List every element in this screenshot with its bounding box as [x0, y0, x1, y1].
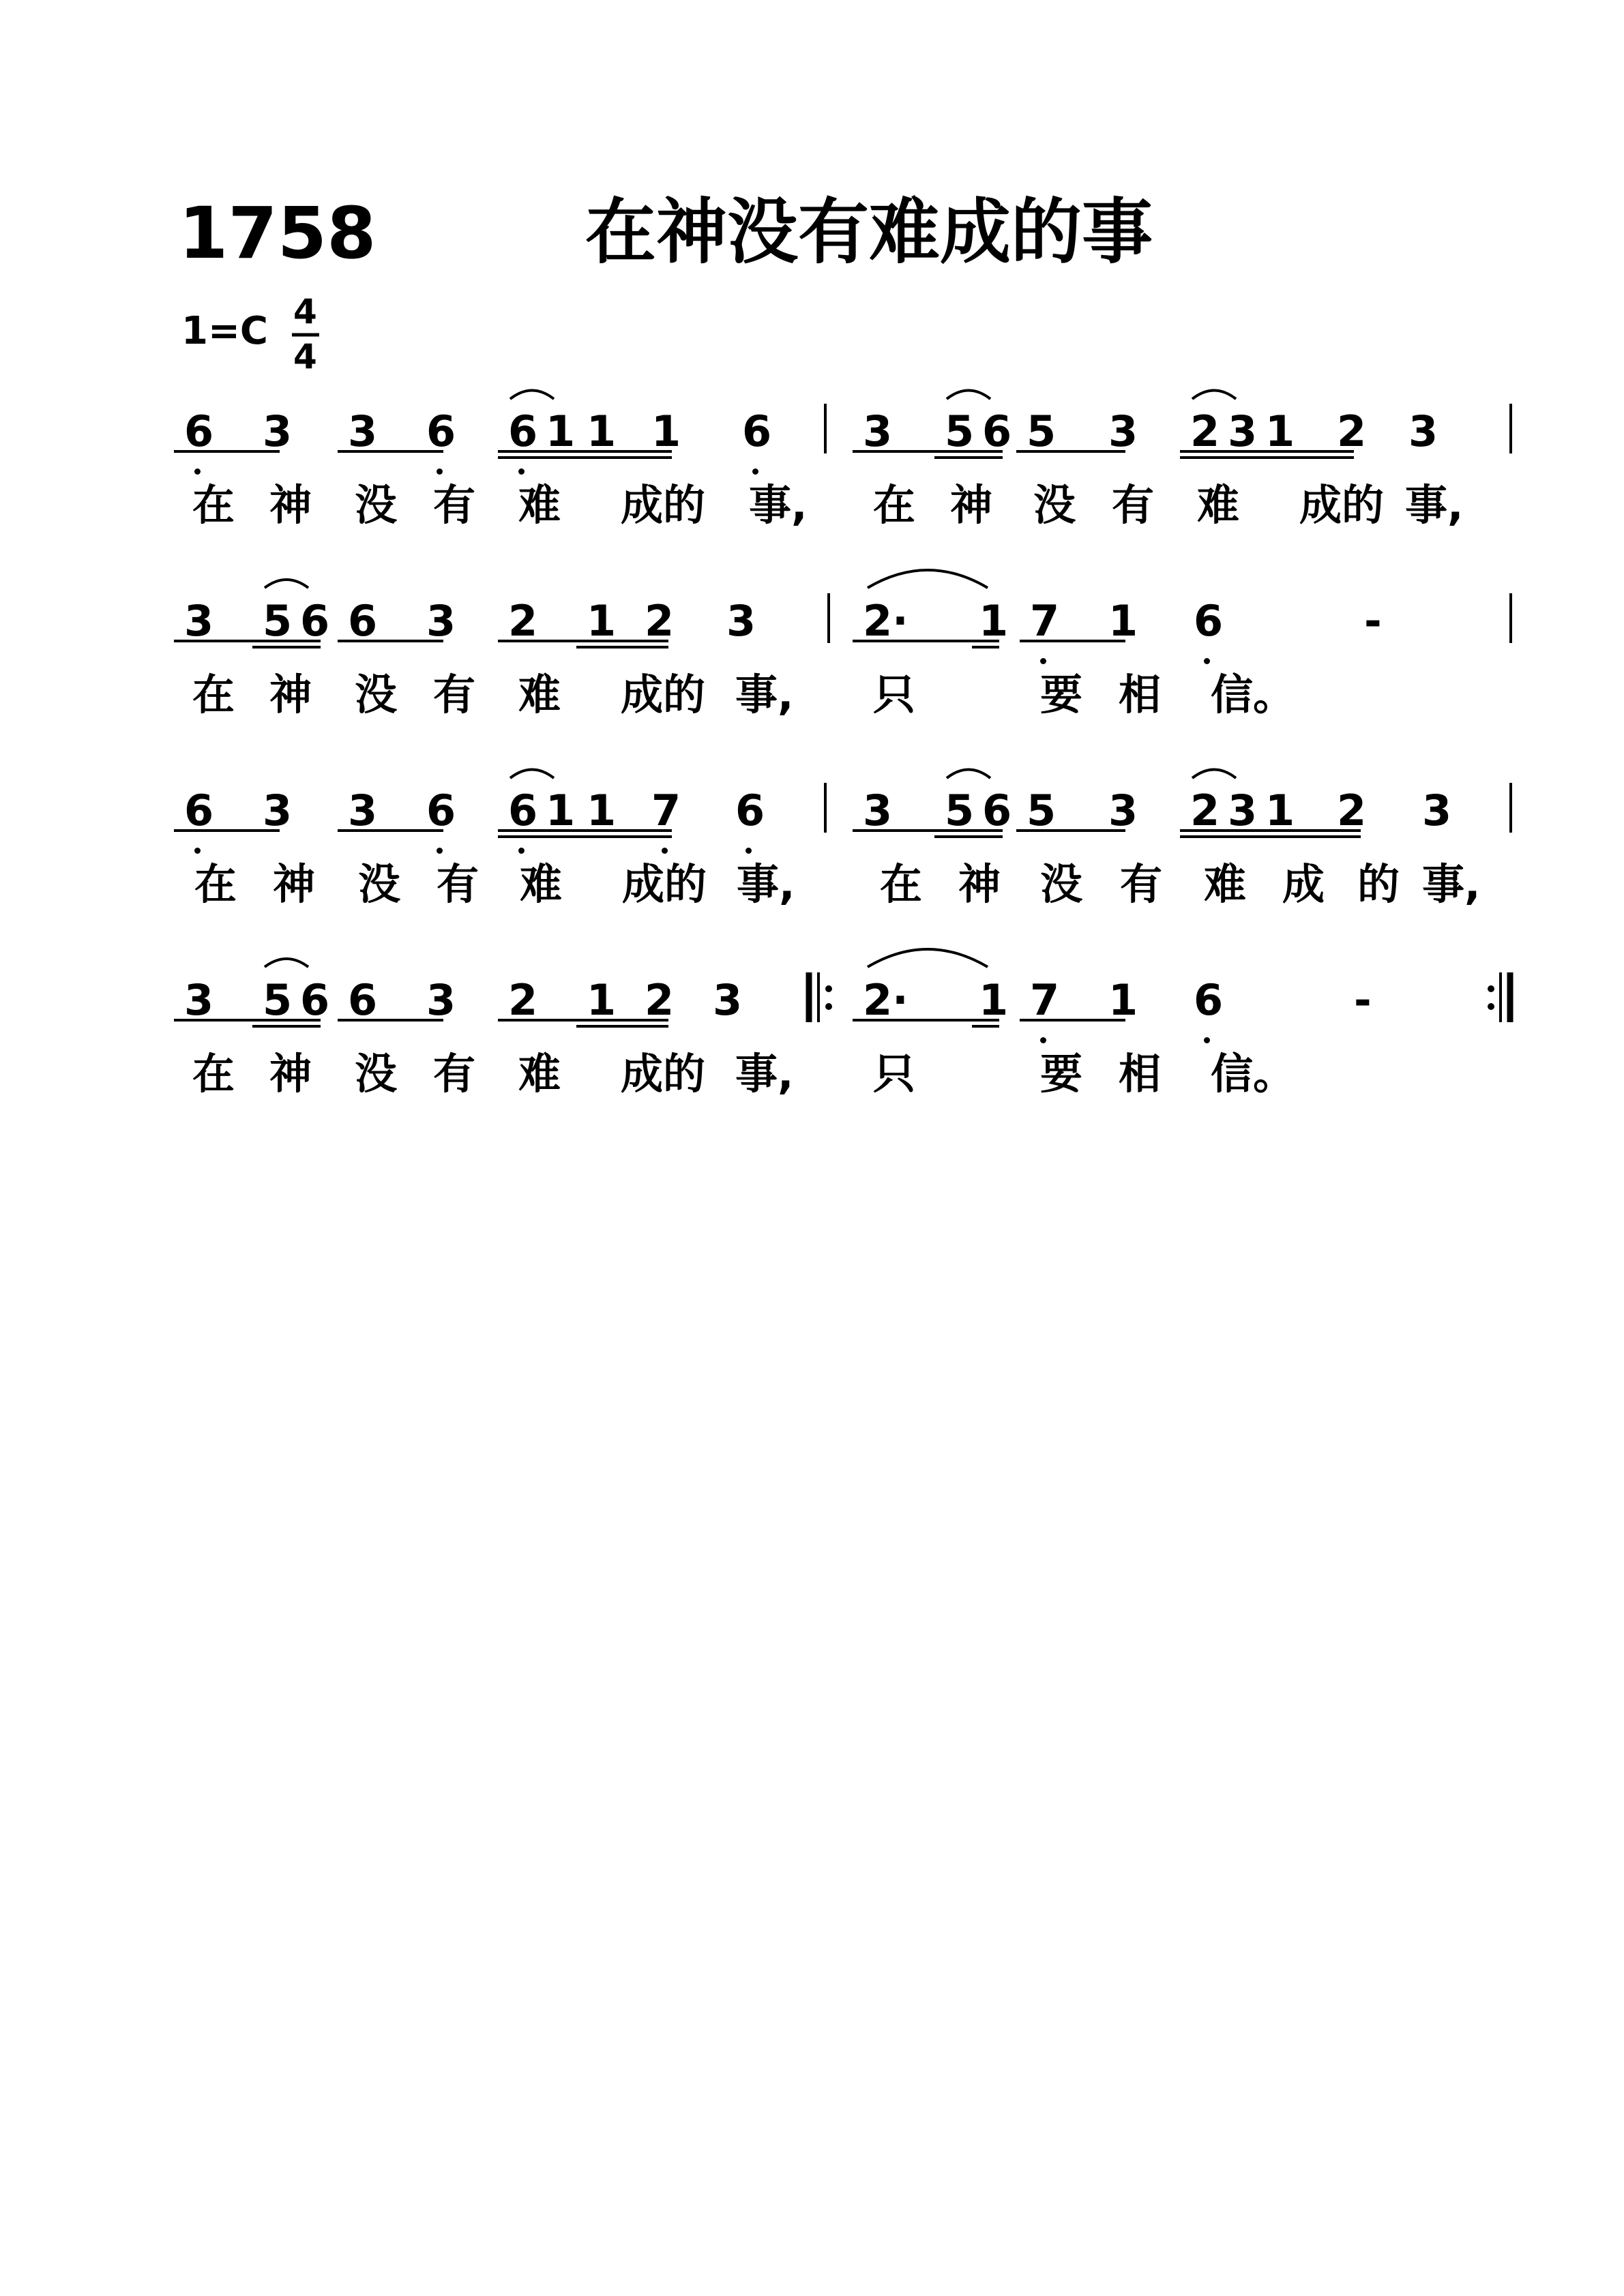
note: 3 — [1408, 406, 1438, 456]
note: 6 — [508, 406, 538, 456]
lyric-syllable: 有 — [1112, 480, 1155, 530]
repeat-dot — [825, 985, 832, 992]
note: 3 — [863, 786, 893, 835]
lyric-syllable: 没 — [358, 859, 401, 909]
lyric-syllable: 难 — [1197, 480, 1240, 530]
meter-denominator: 4 — [293, 337, 317, 376]
lyric-syllable: 有 — [1120, 859, 1163, 909]
note: 3 — [1228, 406, 1258, 456]
note: 6 — [184, 786, 214, 835]
note: 2 — [508, 596, 538, 646]
note: 3 — [263, 406, 293, 456]
lyric-syllable: 要 — [1040, 670, 1083, 719]
note: 1 — [587, 975, 617, 1025]
note: 5 — [1027, 406, 1057, 456]
note: 6 — [982, 406, 1012, 456]
lyric-syllable: 成的 — [621, 1049, 706, 1099]
note: 3 — [348, 786, 378, 835]
note: 5 — [945, 406, 975, 456]
note: 1 — [1108, 596, 1138, 646]
slur — [1192, 391, 1236, 400]
lyric-syllable: 神 — [958, 859, 1001, 909]
note: 1 — [1265, 786, 1295, 835]
note: 1 — [546, 786, 576, 835]
lyric-syllable: 有 — [433, 670, 476, 719]
note: 2 — [1190, 406, 1220, 456]
note: 5 — [1027, 786, 1057, 835]
meter-numerator: 4 — [293, 292, 317, 331]
lyric-syllable: 成的 — [622, 859, 707, 909]
note: 6 — [508, 786, 538, 835]
note: 6 — [742, 406, 772, 456]
lyric-syllable: 在 — [880, 859, 923, 909]
lyric-syllable: 神 — [269, 1049, 312, 1099]
tie — [868, 949, 988, 967]
note: 1 — [587, 786, 617, 835]
note: 6 — [1194, 975, 1224, 1025]
note: 3 — [713, 975, 743, 1025]
note: 7 — [1030, 975, 1060, 1025]
slur — [265, 959, 308, 967]
note: 1 — [651, 406, 681, 456]
lyric-syllable: 成的 — [1299, 480, 1385, 530]
lyric-syllable: 的 — [1357, 859, 1400, 909]
lyric-syllable: 难 — [1204, 859, 1247, 909]
repeat-dot — [1488, 985, 1494, 992]
note: 5 — [263, 596, 293, 646]
lyric-syllable: 事, — [735, 670, 794, 719]
lyric-syllable: 在 — [194, 859, 237, 909]
note: 1 — [979, 596, 1009, 646]
system-4-marks — [174, 949, 1510, 1026]
lyric-syllable: 事, — [735, 1049, 794, 1099]
note: 3 — [1108, 406, 1138, 456]
lyric-syllable: 事, — [737, 859, 795, 909]
slur — [510, 391, 554, 400]
note: 6 — [348, 596, 378, 646]
lyric-syllable: 有 — [433, 1049, 476, 1099]
song-number: 1758 — [179, 192, 377, 275]
slur — [510, 770, 554, 779]
lyric-syllable: 没 — [1033, 480, 1076, 530]
lyric-syllable: 事, — [1405, 480, 1464, 530]
repeat-dot — [1488, 1003, 1494, 1010]
slur — [947, 770, 990, 779]
note: 3 — [726, 596, 756, 646]
lyric-syllable: 信。 — [1211, 670, 1296, 719]
note: 3 — [1228, 786, 1258, 835]
lyric-syllable: 成 — [1282, 859, 1325, 909]
note: 3 — [263, 786, 293, 835]
repeat-dot — [825, 1003, 832, 1010]
note: 3 — [1108, 786, 1138, 835]
note: 5 — [945, 786, 975, 835]
lyric-syllable: 在 — [192, 670, 235, 719]
note: 3 — [348, 406, 378, 456]
slur — [1192, 770, 1236, 779]
note: 2 — [645, 596, 675, 646]
note: 3 — [426, 975, 456, 1025]
lyric-syllable: 没 — [355, 480, 398, 530]
lyric-syllable: 要 — [1040, 1049, 1083, 1099]
lyric-syllable: 没 — [355, 1049, 398, 1099]
note: 6 — [300, 596, 330, 646]
lyric-syllable: 有 — [433, 480, 476, 530]
note: 3 — [184, 596, 214, 646]
lyric-syllable: 难 — [520, 859, 563, 909]
song-title: 在神没有难成的事 — [585, 190, 1153, 273]
note: 1 — [1265, 406, 1295, 456]
lyric-syllable: 在 — [873, 480, 916, 530]
lyric-syllable: 难 — [518, 1049, 561, 1099]
note: 2 — [645, 975, 675, 1025]
note: 3 — [1422, 786, 1452, 835]
key-signature: 1=C — [181, 309, 268, 353]
note: 6 — [348, 975, 378, 1025]
lyric-syllable: 有 — [437, 859, 479, 909]
note: 2 — [1337, 406, 1367, 456]
note: 6 — [735, 786, 765, 835]
lyric-syllable: 相 — [1119, 670, 1162, 719]
tie — [868, 570, 988, 588]
slur — [947, 391, 990, 400]
lyric-syllable: 成的 — [621, 480, 706, 530]
note: 1 — [546, 406, 576, 456]
note: 3 — [863, 406, 893, 456]
lyric-syllable: 事, — [1422, 859, 1481, 909]
note: 7 — [1030, 596, 1060, 646]
lyric-syllable: 难 — [518, 480, 561, 530]
note: 3 — [426, 596, 456, 646]
note: 7 — [651, 786, 681, 835]
lyric-syllable: 没 — [1040, 859, 1083, 909]
note: 6 — [426, 786, 456, 835]
note: 1 — [1108, 975, 1138, 1025]
lyric-syllable: 难 — [518, 670, 561, 719]
note: - — [1364, 596, 1382, 646]
note: 2· — [863, 596, 909, 646]
lyric-syllable: 没 — [355, 670, 398, 719]
slur — [265, 580, 308, 588]
lyric-syllable: 神 — [269, 480, 312, 530]
lyric-syllable: 神 — [273, 859, 316, 909]
note: 6 — [426, 406, 456, 456]
lyric-syllable: 只 — [873, 670, 916, 719]
lyric-syllable: 在 — [192, 1049, 235, 1099]
note: 1 — [587, 596, 617, 646]
system-2-marks — [174, 570, 1511, 647]
note: 6 — [1194, 596, 1224, 646]
lyric-syllable: 在 — [192, 480, 235, 530]
note: 1 — [979, 975, 1009, 1025]
lyric-syllable: 成的 — [621, 670, 706, 719]
system-1-marks — [174, 391, 1511, 458]
system-3-marks — [174, 770, 1511, 837]
note: - — [1354, 975, 1372, 1025]
note: 6 — [300, 975, 330, 1025]
note: 2 — [508, 975, 538, 1025]
note: 6 — [982, 786, 1012, 835]
note: 2 — [1190, 786, 1220, 835]
note: 2 — [1337, 786, 1367, 835]
lyric-syllable: 神 — [269, 670, 312, 719]
lyric-syllable: 事, — [749, 480, 808, 530]
lyric-syllable: 信。 — [1211, 1049, 1296, 1099]
lyric-syllable: 神 — [950, 480, 993, 530]
note: 6 — [184, 406, 214, 456]
note: 1 — [587, 406, 617, 456]
lyric-syllable: 相 — [1119, 1049, 1162, 1099]
note: 3 — [184, 975, 214, 1025]
note: 2· — [863, 975, 909, 1025]
lyric-syllable: 只 — [873, 1049, 916, 1099]
note: 5 — [263, 975, 293, 1025]
